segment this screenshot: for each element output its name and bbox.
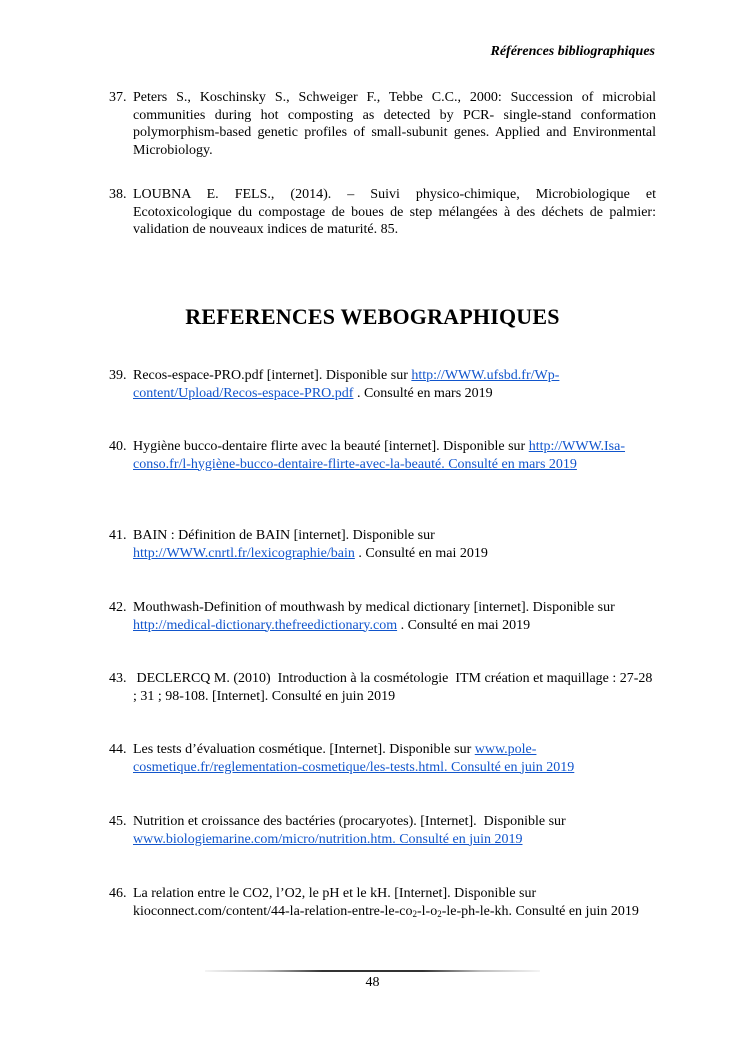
reference-url-part: -l-o [416,903,438,919]
reference-text: Nutrition et croissance des bactéries (procaryotes). [Internet]. Disponible sur [133,814,570,829]
reference-number: 40. [109,439,127,454]
reference-text: Hygiène bucco-dentaire flirte avec la beauté [internet]. Disponible sur [133,439,529,454]
reference-number: 45. [109,814,127,829]
reference-url-part: -le-ph-le-kh. Consulté en juin 2019 [441,903,639,919]
web-reference-item [109,527,656,562]
reference-suffix: . Consulté en mai 2019 [397,617,531,633]
reference-link[interactable]: http://WWW.cnrtl.fr/lexicographie/bain [133,545,355,561]
reference-text: Recos-espace-PRO.pdf [internet]. Disponible sur [133,368,412,383]
web-reference-item [109,438,656,473]
subscript: 2 [412,908,417,919]
web-reference-item [109,741,656,776]
reference-link[interactable]: www.pole-cosmetique.fr/reglementation-cosmetique/les-tests.html. Consulté en juin 2019 [133,742,575,775]
reference-number: 42. [109,600,127,615]
section-title: REFERENCES WEBOGRAPHIQUES [185,304,560,329]
reference-link[interactable]: http://WWW.ufsbd.fr/Wp-content/Upload/Recos-espace-PRO.pdf [133,368,560,401]
reference-text: Mouthwash-Definition of mouthwash by medical dictionary [internet]. Disponible sur [133,600,615,615]
reference-url-part: kioconnect.com/content/44-la-relation-entre-le-co [133,903,413,919]
reference-text: BAIN : Définition de BAIN [internet]. Disponible sur [133,528,435,543]
reference-item [109,89,656,159]
web-reference-item [109,813,656,848]
web-reference-item [109,885,656,923]
page-number: 48 [365,975,380,990]
web-reference-item [109,367,656,402]
reference-link[interactable]: http://medical-dictionary.thefreedictionary.com [133,617,398,633]
reference-number: 38. [109,187,127,202]
reference-number: 44. [109,742,127,757]
reference-number: 46. [109,886,127,901]
reference-text: DECLERCQ M. (2010) Introduction à la cosmétologie ITM création et maquillage : 27-28 ; 31 ; 98-108. [Internet]. Consulté en juin 2019 [133,671,656,704]
reference-number: 41. [109,528,127,543]
reference-text: Peters S., Koschinsky S., Schweiger F., Tebbe C.C., 2000: Succession of microbial communities during hot composting as detected by PCR- single-stand conformation polymorphism-based genetic profiles of small-subunit genes. Applied and Environmental Microbiology. [133,90,656,158]
reference-text-line1: La relation entre le CO2, l’O2, le pH et le kH. [Internet]. Disponible sur [133,886,537,901]
reference-link[interactable]: http://WWW.Isa-conso.fr/l-hygiène-bucco-dentaire-flirte-avec-la-beauté. Consulté en mars 2019 [133,439,626,472]
subscript: 2 [437,908,442,919]
web-reference-item [109,599,656,634]
reference-text [133,885,656,923]
running-header: Références bibliographiques [490,44,655,59]
reference-suffix: . Consulté en mars 2019 [353,385,493,401]
reference-number: 39. [109,368,127,383]
reference-text: Les tests d’évaluation cosmétique. [Internet]. Disponible sur [133,742,475,757]
footer-divider [205,970,540,972]
reference-number: 43. [109,671,127,686]
reference-number: 37. [109,90,127,105]
web-reference-item [109,670,656,705]
reference-suffix: . Consulté en mai 2019 [354,545,488,561]
reference-text: LOUBNA E. FELS., (2014). – Suivi physico-chimique, Microbiologique et Ecotoxicologique du compostage de boues de step mélangées à des déchets de palmier: validation de nouveaux indices de maturité. 85. [133,187,656,237]
reference-item [109,186,656,239]
reference-link[interactable]: www.biologiemarine.com/micro/nutrition.htm. Consulté en juin 2019 [133,831,523,847]
